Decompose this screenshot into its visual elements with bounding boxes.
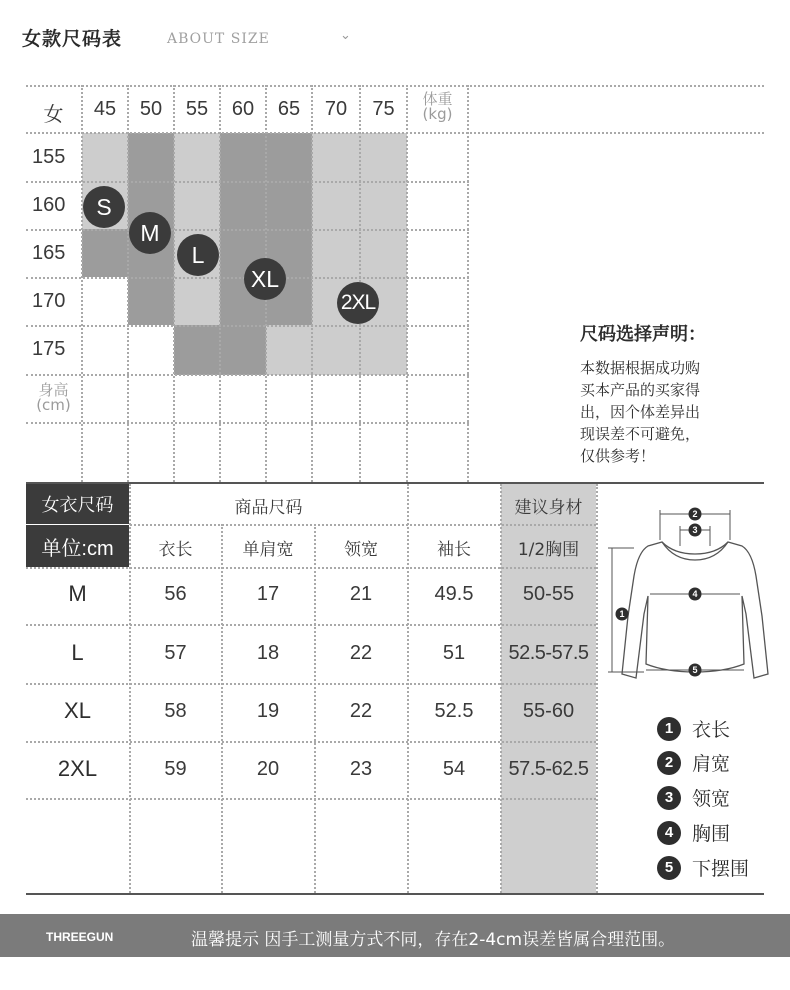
chart-cell bbox=[266, 325, 407, 375]
column-header: 领宽 bbox=[344, 540, 378, 560]
product-size-header: 商品尺码 bbox=[234, 498, 303, 518]
marker-5: 5 bbox=[692, 665, 698, 675]
legend-label: 胸围 bbox=[692, 823, 731, 845]
number-icon: 3 bbox=[657, 786, 681, 810]
size-badge-xl: XL bbox=[244, 258, 286, 300]
height-label: 160 bbox=[32, 194, 66, 216]
number-icon: 1 bbox=[657, 717, 681, 741]
height-label: 155 bbox=[32, 146, 66, 168]
statement-body: 本数据根据成功购 买本产品的买家得 出，因个体差异出 现误差不可避免， 仅供参考！ bbox=[580, 359, 701, 465]
shoulder-cell: 20 bbox=[256, 758, 280, 780]
legend-item bbox=[657, 819, 730, 846]
marker-2: 2 bbox=[692, 509, 698, 519]
chest-cell: 50-55 bbox=[522, 583, 575, 605]
length-cell: 58 bbox=[164, 700, 187, 722]
collar-cell: 22 bbox=[349, 642, 373, 664]
legend-item bbox=[657, 854, 749, 881]
weight-label: 75 bbox=[372, 98, 395, 120]
weight-label: 55 bbox=[185, 98, 209, 120]
sleeve-cell: 52.5 bbox=[434, 700, 474, 722]
suggested-header: 建议身材 bbox=[514, 498, 583, 518]
collar-cell: 23 bbox=[349, 758, 373, 780]
weight-label: 45 bbox=[93, 98, 117, 120]
chart-cell bbox=[82, 133, 128, 181]
size-cell: M bbox=[68, 581, 87, 606]
sleeve-cell: 49.5 bbox=[434, 583, 474, 605]
chest-cell: 52.5-57.5 bbox=[508, 642, 589, 664]
page-title: 女款尺码表 bbox=[22, 28, 123, 50]
weight-unit-label: 体重 (kg) bbox=[422, 90, 453, 123]
length-cell: 59 bbox=[164, 758, 187, 780]
size-cell: XL bbox=[64, 698, 91, 723]
chart-corner-label: 女 bbox=[43, 104, 64, 126]
measurement-tip: 温馨提示 因手工测量方式不同，存在2-4cm误差皆属合理范围。 bbox=[191, 930, 676, 950]
sleeve-cell: 54 bbox=[442, 758, 466, 780]
column-header: 单肩宽 bbox=[242, 540, 294, 560]
height-label: 165 bbox=[32, 242, 66, 264]
size-badge-s: S bbox=[83, 186, 125, 228]
collar-cell: 22 bbox=[349, 700, 373, 722]
table-label-unit: 单位:cm bbox=[26, 525, 129, 567]
chest-cell: 55-60 bbox=[522, 700, 575, 722]
garment-diagram bbox=[604, 496, 784, 696]
weight-label: 50 bbox=[139, 98, 163, 120]
brand-logo: THREEGUN bbox=[46, 930, 114, 944]
height-unit-label: 身高 (cm) bbox=[36, 381, 71, 414]
height-label: 175 bbox=[32, 338, 66, 360]
statement-title: 尺码选择声明： bbox=[580, 324, 706, 345]
weight-label: 65 bbox=[277, 98, 301, 120]
length-cell: 56 bbox=[164, 583, 187, 605]
legend-item bbox=[657, 749, 730, 776]
collar-cell: 21 bbox=[349, 583, 373, 605]
legend-label: 领宽 bbox=[692, 788, 731, 810]
height-label: 170 bbox=[32, 290, 66, 312]
chart-cell bbox=[174, 277, 220, 325]
table-label-size: 女衣尺码 bbox=[26, 484, 129, 524]
marker-1: 1 bbox=[619, 609, 625, 619]
sleeve-cell: 51 bbox=[442, 642, 466, 664]
size-badge-l: L bbox=[177, 234, 219, 276]
weight-label: 60 bbox=[231, 98, 255, 120]
marker-3: 3 bbox=[692, 525, 698, 535]
legend-item bbox=[657, 715, 730, 742]
marker-icon bbox=[616, 508, 702, 677]
shoulder-cell: 19 bbox=[256, 700, 280, 722]
length-cell: 57 bbox=[164, 642, 187, 664]
number-icon: 5 bbox=[657, 856, 681, 880]
chest-cell: 57.5-62.5 bbox=[508, 758, 589, 780]
size-cell: L bbox=[71, 640, 84, 665]
size-badge-m: M bbox=[129, 212, 171, 254]
chevron-down-icon: ⌄ bbox=[340, 28, 351, 43]
column-header: 1/2胸围 bbox=[517, 540, 580, 560]
chart-cell bbox=[128, 277, 174, 325]
legend-label: 衣长 bbox=[692, 719, 731, 741]
number-icon: 4 bbox=[657, 821, 681, 845]
page-subtitle: ABOUT SIZE bbox=[167, 31, 270, 47]
shoulder-cell: 17 bbox=[256, 583, 280, 605]
marker-4: 4 bbox=[692, 589, 698, 599]
column-header: 衣长 bbox=[158, 540, 193, 560]
size-cell: 2XL bbox=[57, 756, 98, 781]
legend-label: 下摆围 bbox=[692, 858, 750, 880]
chart-cell bbox=[174, 181, 220, 229]
chart-cell bbox=[128, 133, 174, 181]
legend-item bbox=[657, 784, 730, 811]
shoulder-cell: 18 bbox=[256, 642, 280, 664]
weight-label: 70 bbox=[324, 98, 348, 120]
chart-cell bbox=[174, 133, 220, 181]
legend-label: 肩宽 bbox=[692, 753, 731, 775]
number-icon: 2 bbox=[657, 751, 681, 775]
size-badge-2xl: 2XL bbox=[337, 282, 379, 324]
column-header: 袖长 bbox=[437, 540, 471, 560]
